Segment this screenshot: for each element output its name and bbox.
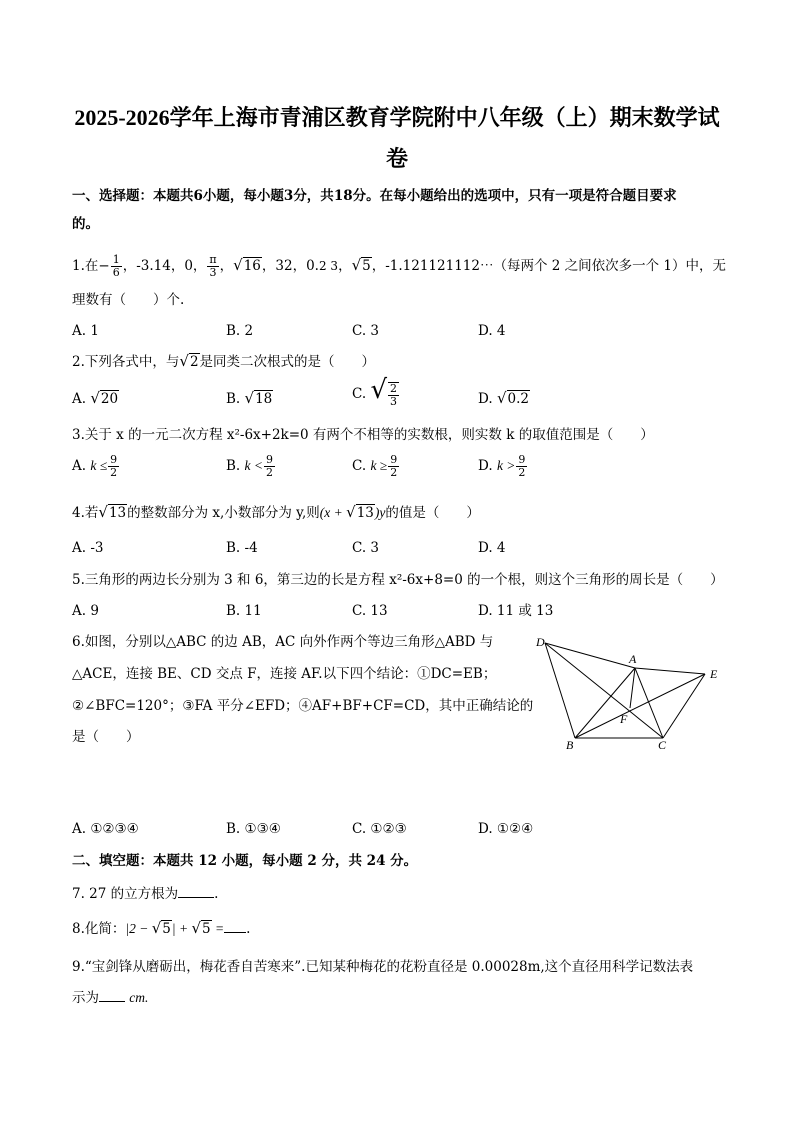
q3-option-b[interactable]: B. k < $\frac{9}{2}$ (226, 453, 273, 479)
question-1-line2: 理数有（ ）个. (72, 292, 185, 308)
q5-option-b[interactable]: B. 11 (226, 603, 262, 619)
question-6-line1: 6.如图，分别以△ABC 的边 AB，AC 向外作两个等边三角形△ABD 与 (72, 634, 494, 650)
question-4: 4.若√13的整数部分为 x,小数部分为 y,则(x + √13)y的值是（ ） (72, 503, 480, 521)
question-8: 8.化简：|2 − √5| + √5 = . (72, 919, 251, 937)
q5-option-d[interactable]: D. 11 或 13 (478, 603, 554, 619)
page-title: 2025-2026学年上海市青浦区教育学院附中八年级（上）期末数学试 (74, 105, 720, 130)
q2-option-b[interactable]: B. √18 (226, 389, 273, 407)
q4-option-d[interactable]: D. 4 (478, 540, 506, 556)
question-5: 5.三角形的两边长分别为 3 和 6，第三边的长是方程 x²-6x+8=0 的一个根，则这个三角形的周长是（ ） (72, 572, 724, 588)
question-7: 7. 27 的立方根为 . (72, 883, 218, 904)
q4-option-c[interactable]: C. 3 (352, 540, 380, 556)
question-6-line3: ②∠BFC=120°；③FA 平分∠EFD；④AF+BF+CF=CD，其中正确结论的 (72, 698, 534, 714)
q6-option-c[interactable]: C. ①②③ (352, 821, 407, 837)
q6-option-a[interactable]: A. ①②③④ (72, 821, 139, 837)
question-6-line2: △ACE，连接 BE、CD 交点 F，连接 AF.以下四个结论：①DC=EB； (72, 666, 497, 682)
label-b: B (566, 738, 574, 752)
q5-option-c[interactable]: C. 13 (352, 603, 388, 619)
q2-option-d[interactable]: D. √0.2 (478, 389, 529, 407)
q2-option-a[interactable]: A. √20 (72, 389, 119, 407)
question-2: 2.下列各式中，与√2是同类二次根式的是（ ） (72, 352, 376, 370)
answer-blank[interactable] (99, 987, 125, 1002)
q6-option-d[interactable]: D. ①②④ (478, 821, 534, 837)
question-6-line4: 是（ ） (72, 729, 140, 745)
triangle-figure (530, 630, 730, 755)
sqrt: √16 (233, 256, 261, 274)
q1-option-d[interactable]: D. 4 (478, 323, 506, 339)
label-f: F (620, 712, 628, 726)
sqrt: √2 (179, 352, 199, 370)
q6-option-b[interactable]: B. ①③④ (226, 821, 281, 837)
sqrt: √5 (351, 256, 371, 274)
section2-heading: 二、填空题：本题共 12 小题，每小题 2 分，共 24 分。 (72, 853, 418, 869)
answer-blank[interactable] (224, 918, 246, 933)
q4-option-b[interactable]: B. -4 (226, 540, 258, 556)
q4-option-a[interactable]: A. -3 (72, 540, 104, 556)
q3-option-d[interactable]: D. k > $\frac{9}{2}$ (478, 453, 526, 479)
question-1: 1.在− $\frac{1}{6}$ ，-3.14，0， $\frac{\pi}{3}$ ，√16，32，0.2 3，√5，-1.121121112⋯（每两个 2 之间依次多一个 1）中，无 (72, 253, 727, 279)
question-9-line1: 9.“宝剑锋从磨砺出，梅花香自苦寒来”.已知某种梅花的花粉直径是 0.00028m,这个直径用科学记数法表 (72, 959, 694, 975)
label-e: E (710, 667, 718, 681)
question-9-line2: 示为 cm. (72, 987, 148, 1008)
q3-option-a[interactable]: A. k ≤ $\frac{9}{2}$ (72, 453, 118, 479)
q1-option-b[interactable]: B. 2 (226, 323, 254, 339)
q2-option-c[interactable]: C. √ $\frac{2}{3}$ (352, 375, 398, 408)
label-c: C (658, 738, 667, 752)
q1-option-c[interactable]: C. 3 (352, 323, 380, 339)
section1-heading: 一、选择题：本题共6小题，每小题3分，共18分。在每小题给出的选项中，只有一项是符合题目要求 (72, 188, 677, 204)
label-a: A (629, 652, 637, 666)
section1-heading-continued: 的。 (72, 216, 99, 232)
question-3: 3.关于 x 的一元二次方程 x²-6x+2k=0 有两个不相等的实数根，则实数 k 的取值范围是（ ） (72, 427, 654, 443)
page-title-continued: 卷 (385, 146, 408, 171)
q3-option-c[interactable]: C. k ≥ $\frac{9}{2}$ (352, 453, 398, 479)
fraction: $\frac{\pi}{3}$ (209, 253, 217, 279)
label-d: D (536, 635, 545, 649)
answer-blank[interactable] (178, 883, 214, 898)
q5-option-a[interactable]: A. 9 (72, 603, 99, 619)
fraction: $\frac{1}{6}$ (112, 253, 120, 279)
q1-option-a[interactable]: A. 1 (72, 323, 99, 339)
